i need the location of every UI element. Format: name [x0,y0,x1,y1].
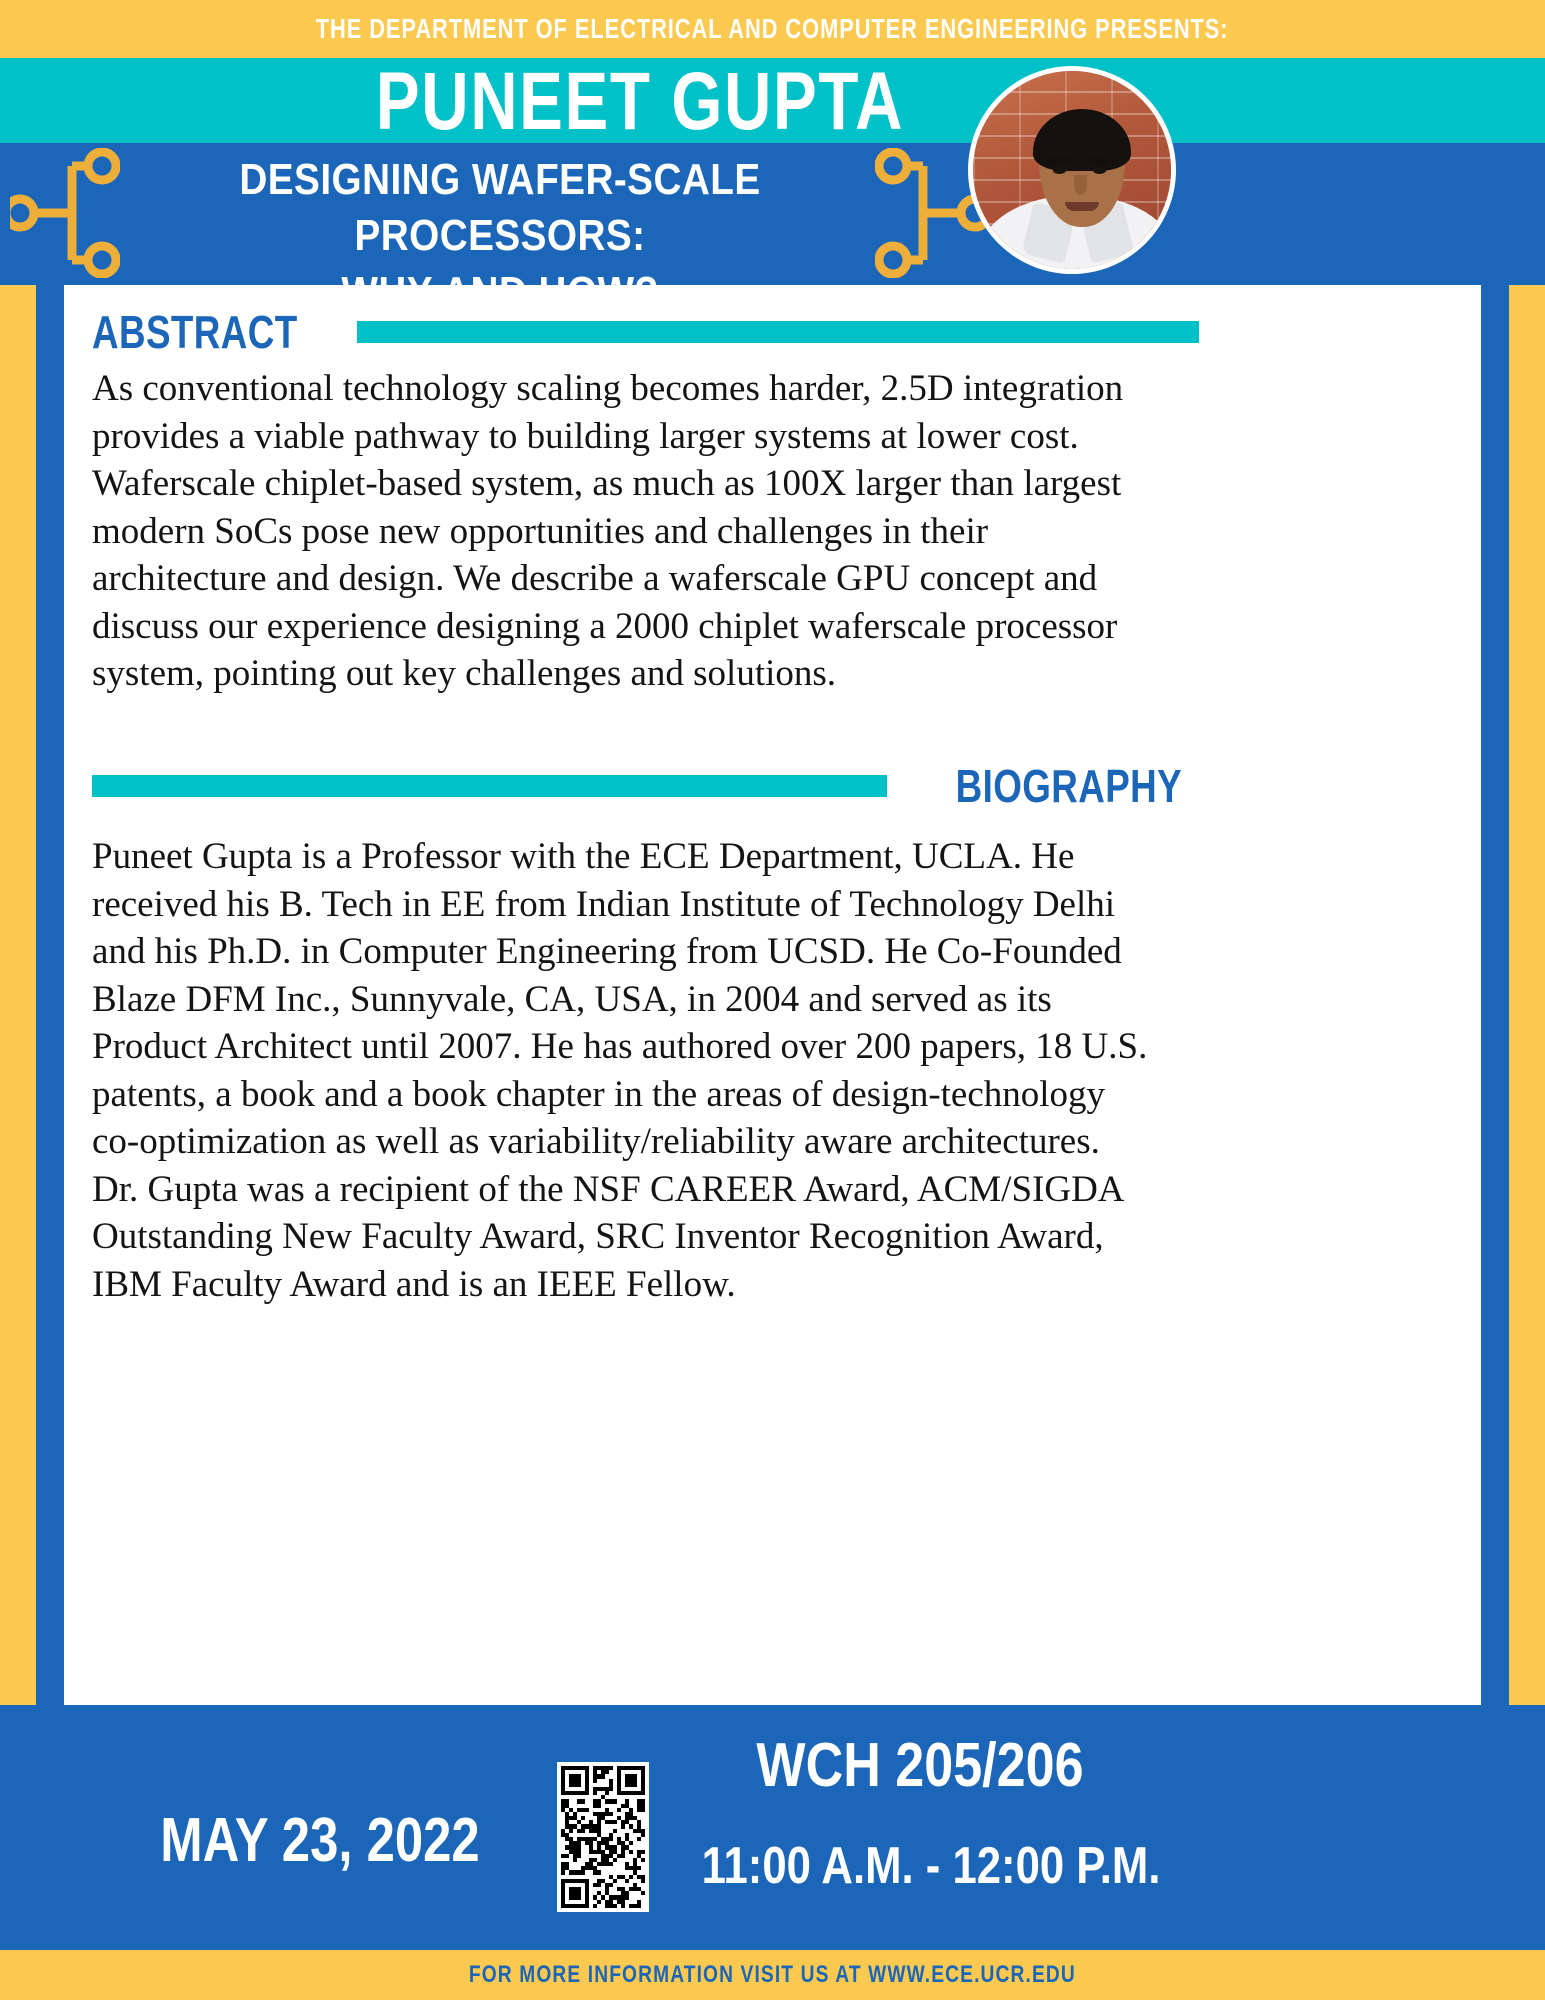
event-time: 11:00 A.M. - 12:00 P.M. [701,1837,1161,1895]
event-room: WCH 205/206 [756,1731,1084,1800]
circuit-node-icon-left [10,148,120,283]
avatar-eye-right [1093,167,1106,174]
abstract-heading-rule [357,321,1199,343]
department-line: THE DEPARTMENT OF ELECTRICAL AND COMPUTER ENGINEERING PRESENTS: [316,13,1229,44]
biography-heading [92,760,1182,812]
avatar-mouth [1065,202,1099,211]
qr-code-modules [561,1766,645,1908]
avatar [968,66,1176,274]
right-yellow-rail [1509,285,1545,1705]
abstract-body: As conventional technology scaling becomes harder, 2.5D integration provides a viable pathway to building larger systems at lower cost. Waferscale chiplet-based system, as much as 100X larger than largest modern SoCs pose new opportunities and challenges in their architecture and design. We describe a waferscale GPU concept and discuss our experience designing a 2000 chiplet waferscale processor system, pointing out key challenges and solutions. [92,368,1124,695]
avatar-eye-left [1053,167,1066,174]
department-banner [0,0,1545,58]
abstract-heading [92,306,1199,358]
biography-body: Puneet Gupta is a Professor with the ECE Department, UCLA. He received his B. Tech in EE from Indian Institute of Technology Delhi and his Ph.D. in Computer Engineering from UCSD. He Co-Founded Blaze DFM Inc., Sunnyvale, CA, USA, in 2004 and served as its Product Architect until 2007. He has authored over 200 papers, 18 U.S. patents, a book and a book chapter in the areas of design-technology co-optimization as well as variability/reliability aware architectures. Dr. Gupta was a recipient of the NSF CAREER Award, ACM/SIGDA Outstanding New Faculty Award, SRC Inventor Recognition Award, IBM Faculty Award and is an IEEE Fellow. [92,836,1148,1305]
left-yellow-rail [0,285,36,1705]
left-blue-rail [36,285,64,1705]
biography-heading-rule [92,775,887,797]
biography-heading-label: BIOGRAPHY [955,760,1182,812]
speaker-name: PUNEET GUPTA [375,56,905,147]
more-info-text[interactable]: FOR MORE INFORMATION VISIT US AT WWW.ECE.UCR.EDU [468,1961,1076,1988]
content-card [64,285,1481,1705]
more-info-banner [0,1950,1545,2000]
right-blue-rail [1481,285,1509,1705]
abstract-heading-label: ABSTRACT [92,306,298,358]
qr-code-icon[interactable] [557,1762,649,1912]
talk-title-line-1: DESIGNING WAFER-SCALE PROCESSORS: [239,155,761,261]
avatar-nose [1074,175,1087,195]
event-date: MAY 23, 2022 [160,1806,480,1875]
